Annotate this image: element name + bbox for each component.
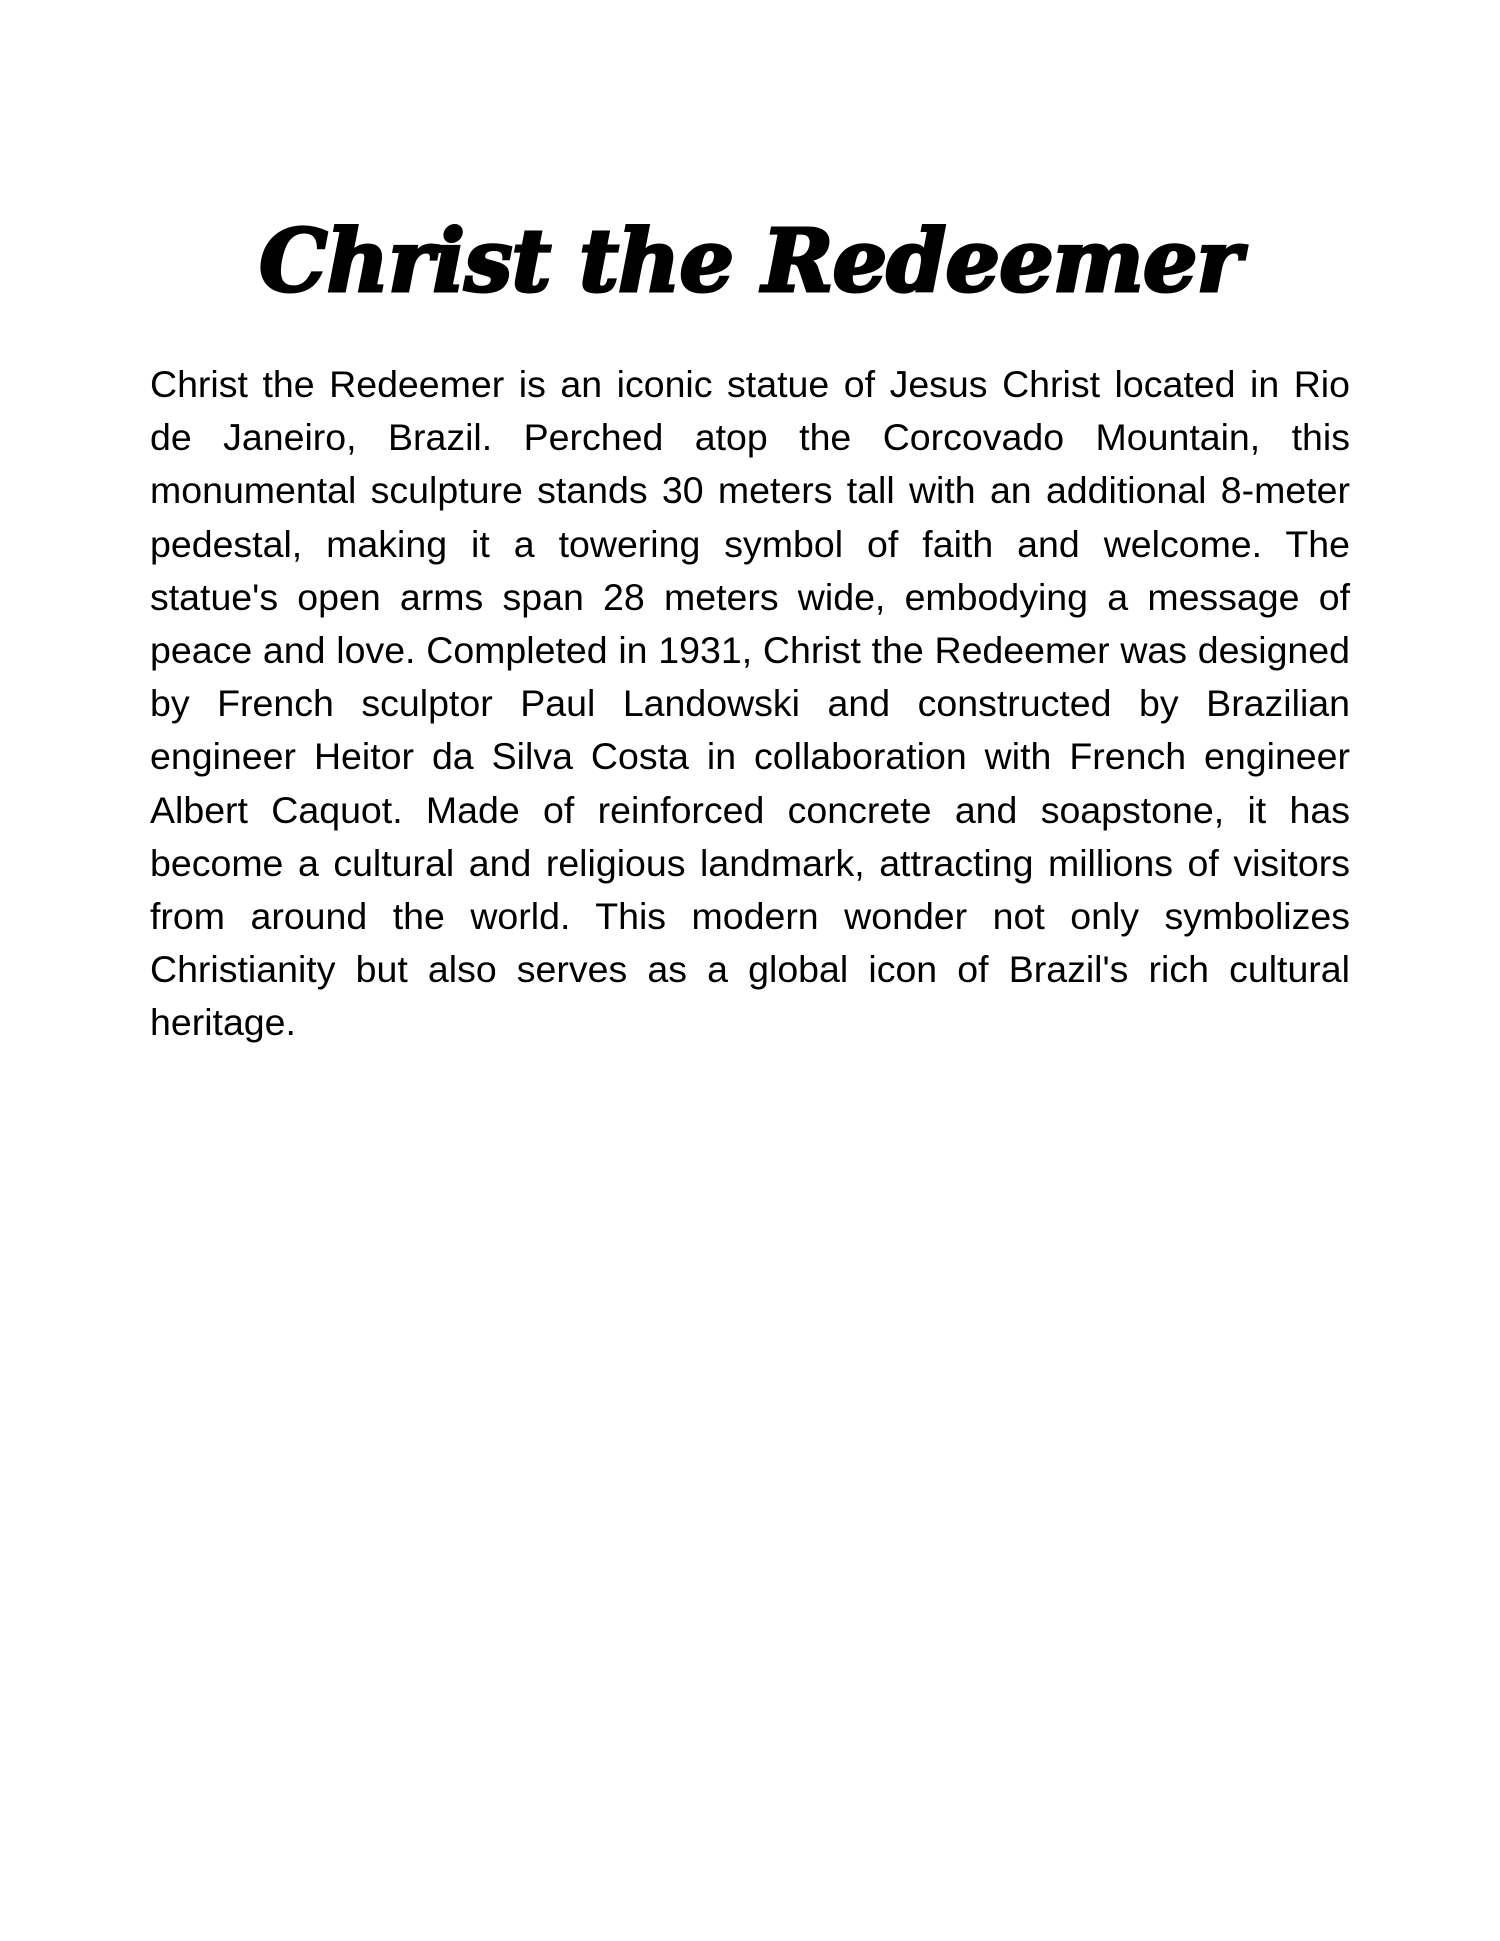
body-paragraph: Christ the Redeemer is an iconic statue of Jesus Christ located in Rio de Janeiro, Brazil. Perched atop the Corcovado Mountain, this monumental sculpture stands 30 meters tall with an additional 8-meter pedestal, making it a towering symbol of faith and welcome. The statue's open arms span 28 meters wide, embodying a message of peace and love. Completed in 1931, Christ the Redeemer was designed by French sculptor Paul Landowski and constructed by Brazilian engineer Heitor da Silva Costa in collaboration with French engineer Albert Caquot. Made of reinforced concrete and soapstone, it has become a cultural and religious landmark, attracting millions of visitors from around the world. This modern wonder not only symbolizes Christianity but also serves as a global icon of Brazil's rich cultural heritage. [150,363,1350,1044]
page-title: Christ the Redeemer [259,211,1241,312]
